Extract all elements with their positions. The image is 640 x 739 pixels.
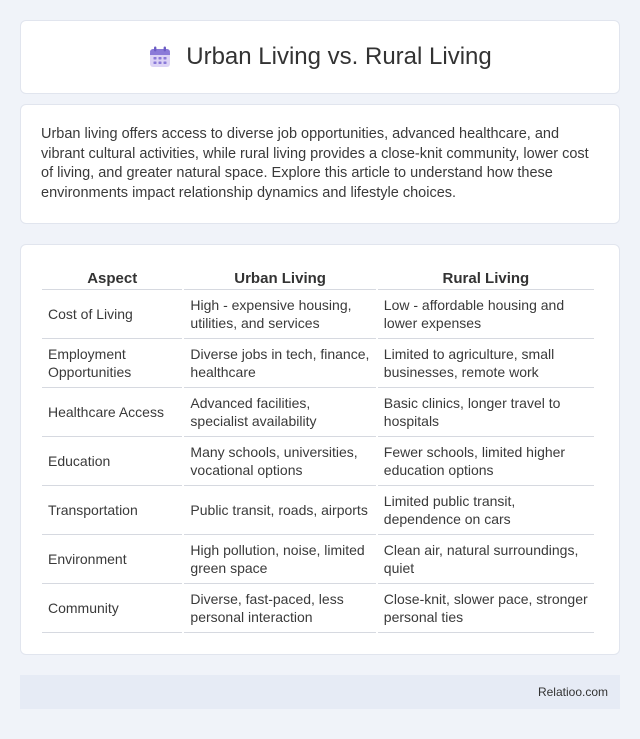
aspect-cell: Healthcare Access: [42, 388, 182, 437]
table-row: [42, 339, 594, 388]
rural-cell: Clean air, natural surroundings, quiet: [378, 535, 594, 584]
urban-cell: Advanced facilities, specialist availability: [184, 388, 375, 437]
comparison-table-card: [20, 244, 620, 655]
rural-cell: Limited to agriculture, small businesses, remote work: [378, 339, 594, 388]
rural-cell: Close-knit, slower pace, stronger personal ties: [378, 584, 594, 633]
header-aspect: Aspect: [42, 266, 182, 290]
rural-cell: Basic clinics, longer travel to hospitals: [378, 388, 594, 437]
aspect-cell: Employment Opportunities: [42, 339, 182, 388]
aspect-cell: Transportation: [42, 486, 182, 535]
rural-cell: Fewer schools, limited higher education options: [378, 437, 594, 486]
footer: [20, 675, 620, 709]
footer-brand: Relatioo.com: [537, 685, 608, 699]
table-row: [42, 535, 594, 584]
aspect-cell: Community: [42, 584, 182, 633]
aspect-cell: Education: [42, 437, 182, 486]
table-row: [42, 584, 594, 633]
calendar-icon: [148, 45, 172, 69]
comparison-table: [40, 266, 596, 633]
urban-cell: High pollution, noise, limited green space: [184, 535, 375, 584]
header-rural: Rural Living: [378, 266, 594, 290]
title-card: [20, 20, 620, 94]
aspect-cell: Cost of Living: [42, 290, 182, 339]
urban-cell: Diverse jobs in tech, finance, healthcare: [184, 339, 375, 388]
aspect-cell: Environment: [42, 535, 182, 584]
header-urban: Urban Living: [184, 266, 375, 290]
table-row: [42, 486, 594, 535]
table-row: [42, 437, 594, 486]
table-row: [42, 388, 594, 437]
urban-cell: High - expensive housing, utilities, and services: [184, 290, 375, 339]
urban-cell: Many schools, universities, vocational options: [184, 437, 375, 486]
intro-card: [20, 104, 620, 224]
urban-cell: Public transit, roads, airports: [184, 486, 375, 535]
rural-cell: Limited public transit, dependence on cars: [378, 486, 594, 535]
page-title: Urban Living vs. Rural Living: [186, 43, 492, 70]
table-row: [42, 290, 594, 339]
rural-cell: Low - affordable housing and lower expenses: [378, 290, 594, 339]
table-header-row: [42, 266, 594, 290]
intro-text: Urban living offers access to diverse job opportunities, advanced healthcare, and vibrant cultural activities, while rural living provides a close-knit community, lower cost of living, and greater natural space. Explore this article to understand how these environments impact relationship dynamics and lifestyle choices.: [41, 126, 589, 201]
urban-cell: Diverse, fast-paced, less personal interaction: [184, 584, 375, 633]
